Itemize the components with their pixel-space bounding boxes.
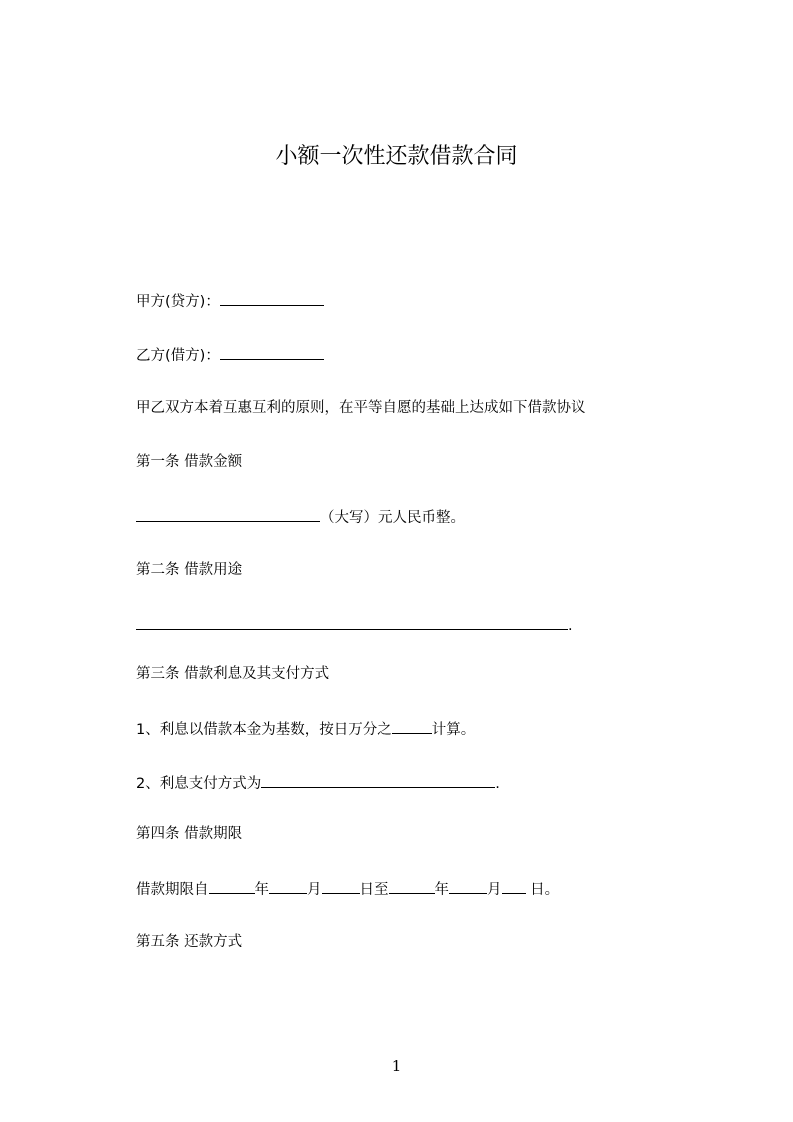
start-year-blank bbox=[209, 878, 255, 894]
interest-rate-prefix: 1、利息以借款本金为基数，按日万分之 bbox=[136, 722, 392, 738]
interest-payment-line bbox=[136, 772, 500, 794]
loan-period-line bbox=[136, 878, 559, 900]
interest-rate-line bbox=[136, 718, 475, 740]
article5-heading: 第五条 还款方式 bbox=[136, 934, 243, 950]
preamble: 甲乙双方本着互惠互利的原则，在平等自愿的基础上达成如下借款协议 bbox=[136, 400, 586, 416]
interest-rate-suffix: 计算。 bbox=[431, 722, 476, 738]
page-number: 1 bbox=[391, 1057, 402, 1075]
interest-payment-suffix: . bbox=[495, 776, 500, 792]
interest-payment-prefix: 2、利息支付方式为 bbox=[136, 776, 262, 792]
end-year-blank bbox=[389, 878, 435, 894]
period-start-label: 借款期限自 bbox=[136, 882, 209, 898]
party-a-line bbox=[136, 290, 324, 312]
loan-purpose-line bbox=[136, 614, 573, 636]
article4-heading: 第四条 借款期限 bbox=[136, 826, 243, 842]
contract-title: 小额一次性还款借款合同 bbox=[275, 144, 518, 169]
party-a-label: 甲方(贷方)： bbox=[136, 294, 220, 310]
start-year-label: 年 bbox=[254, 882, 269, 898]
article3-heading: 第三条 借款利息及其支付方式 bbox=[136, 666, 330, 682]
party-b-line bbox=[136, 344, 324, 366]
interest-payment-blank bbox=[261, 772, 495, 788]
loan-purpose-blank bbox=[136, 614, 568, 630]
day-to-label: 日至 bbox=[359, 882, 389, 898]
article2-heading: 第二条 借款用途 bbox=[136, 562, 243, 578]
interest-rate-blank bbox=[392, 718, 432, 734]
article1-heading: 第一条 借款金额 bbox=[136, 454, 243, 470]
party-b-label: 乙方(借方)： bbox=[136, 348, 220, 364]
loan-amount-suffix: （大写）元人民币整。 bbox=[320, 510, 465, 526]
end-month-blank bbox=[449, 878, 487, 894]
loan-amount-blank bbox=[136, 506, 320, 522]
loan-amount-line bbox=[136, 506, 465, 528]
end-day-blank bbox=[502, 878, 526, 894]
loan-purpose-end-mark: . bbox=[568, 618, 573, 634]
end-year-label: 年 bbox=[434, 882, 449, 898]
start-month-label: 月 bbox=[307, 882, 322, 898]
party-b-blank bbox=[220, 344, 324, 360]
start-month-blank bbox=[269, 878, 307, 894]
start-day-blank bbox=[322, 878, 360, 894]
day-end-label: 日。 bbox=[525, 882, 560, 898]
end-month-label: 月 bbox=[487, 882, 502, 898]
party-a-blank bbox=[220, 290, 324, 306]
